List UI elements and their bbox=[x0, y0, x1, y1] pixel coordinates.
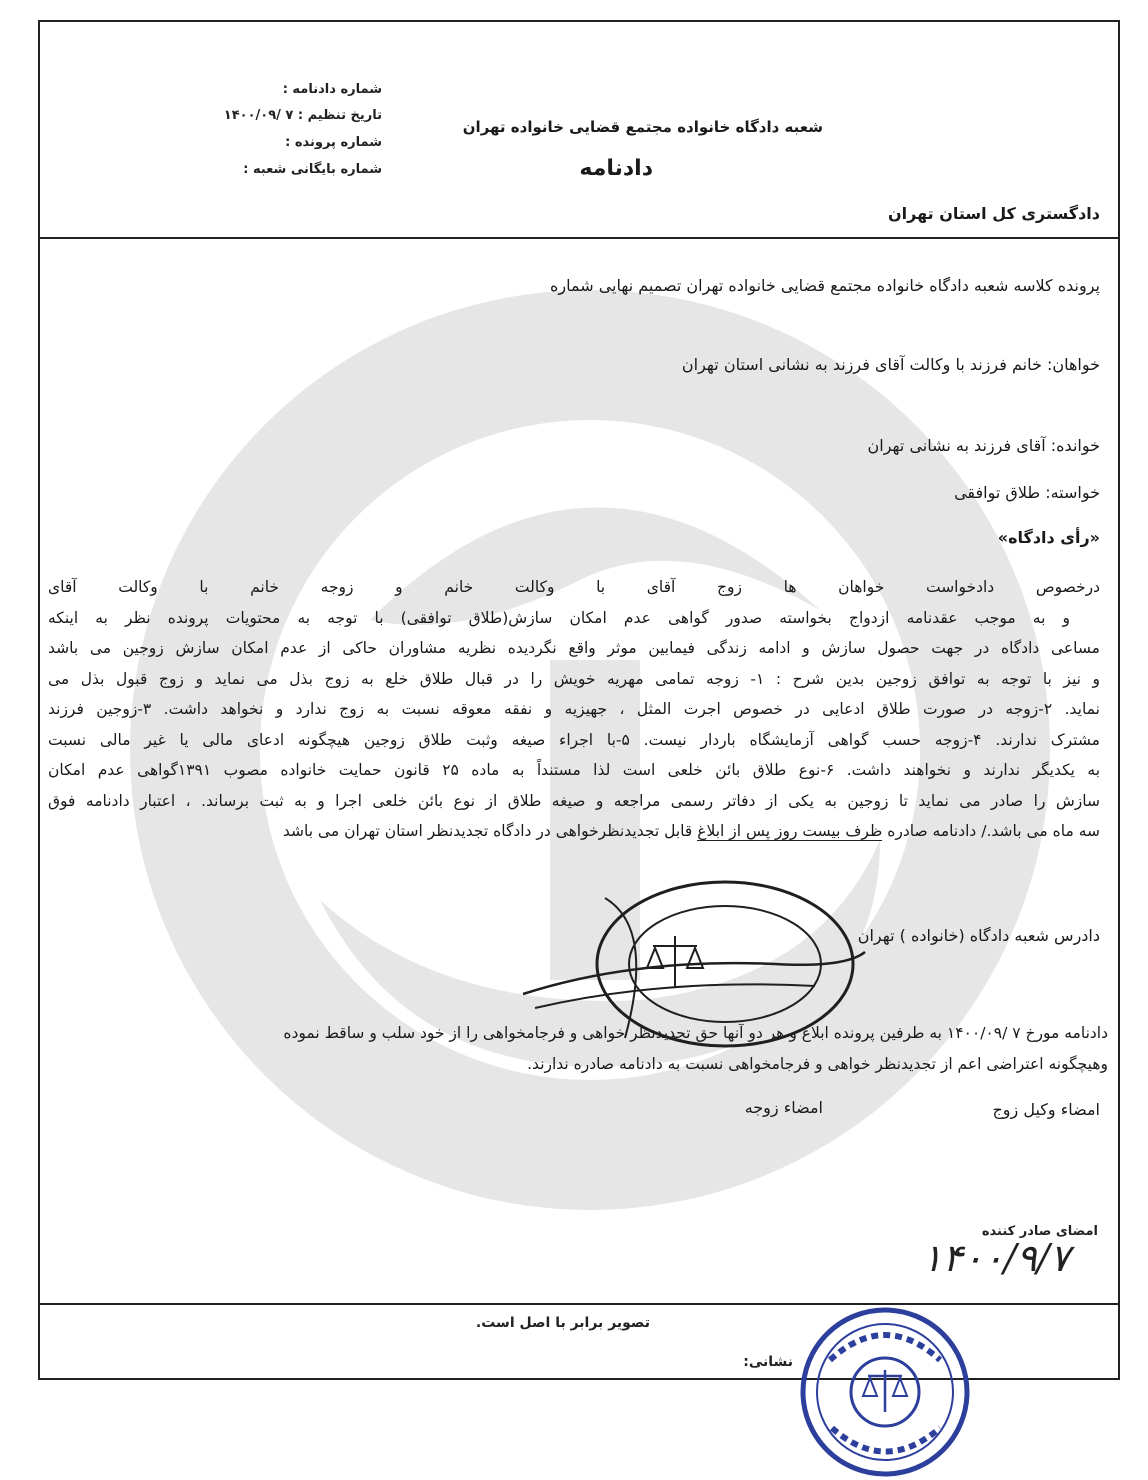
address-label: نشانی: bbox=[743, 1354, 793, 1370]
ruling-line: به یکدیگر ندارند و نخواهند داشت. ۶-نوع طلاق بائن خلعی است لذا مستنداً به ماده ۲۵ قانون حمایت خانواده مصوب ۱۳۹۱گواهی عدم امکان bbox=[48, 761, 1101, 779]
page-title: دادنامه bbox=[579, 156, 653, 181]
case-number-label: شماره پرونده : bbox=[285, 135, 382, 150]
ruling-body bbox=[48, 572, 1100, 847]
ruling-heading: «رأی دادگاه» bbox=[997, 528, 1100, 547]
finality-line: وهیچگونه اعتراضی اعم از تجدیدنظر خواهی و فرجامخواهی نسبت به دادنامه صادره ندارند. bbox=[527, 1055, 1108, 1073]
wife-signature: امضاء زوجه bbox=[744, 1098, 823, 1117]
ruling-line: مساعی دادگاه در جهت حصول سازش و ادامه زندگی فیمابین موثر واقع نگردیده نظریه مشاوران حاکی از عدم امکان سازش زوجین می باشد bbox=[48, 639, 1100, 657]
finality-line: دادنامه مورخ ۷ /۱۴۰۰/۰۹ به طرفین پرونده ابلاغ و هر دو آنها حق تجدیدنظر خواهی و فرجامخواهی را از خود سلب و ساقط نموده bbox=[283, 1024, 1108, 1042]
issue-date-label: تاریخ تنظیم : ۷ /۱۴۰۰/۰۹ bbox=[223, 108, 382, 123]
plaintiff-row: خواهان: خانم فرزند با وکالت آقای فرزند به نشانی استان تهران bbox=[681, 355, 1100, 374]
archive-number-label: شماره بایگانی شعبه : bbox=[243, 162, 382, 177]
ruling-line: و به موجب عقدنامه ازدواج بخواسته صدور گواهی عدم امکان سازش(طلاق توافقی) با توجه به محتویات پرونده نظر به اینکه bbox=[48, 608, 1070, 627]
case-row: پرونده کلاسه شعبه دادگاه خانواده مجتمع قضایی خانواده تهران تصمیم نهایی شماره bbox=[549, 276, 1100, 295]
ruling-line: درخصوص دادخواست خواهان ها زوج آقای با وکالت خانم و زوجه خانم با وکالت آقای bbox=[48, 578, 1100, 596]
header-divider bbox=[38, 237, 1120, 239]
ruling-line: و نیز با توجه به توافق زوجین بدین شرح : ۱- زوجه تمامی مهریه خویش را در قبال طلاق خلع به زوج بذل می نماید و زوج قبول بذل می bbox=[48, 669, 1100, 688]
certification-stamp-icon bbox=[790, 1300, 980, 1478]
claim-row: خواسته: طلاق توافقی bbox=[954, 483, 1100, 502]
ruling-line: نماید. ۲-زوجه در صورت طلاق ادعایی در خصوص اجرت المثل ، جهیزیه و نفقه معوقه نسبت به زوج ندارد و نخواهد داشت. ۳-زوجین فرزند bbox=[48, 700, 1100, 718]
defendant-row: خوانده: آقای فرزند به نشانی تهران bbox=[867, 436, 1100, 455]
ruling-last-after: قابل تجدیدنظرخواهی در دادگاه تجدیدنظر استان تهران می باشد bbox=[282, 822, 698, 840]
judge-line: دادرس شعبه دادگاه (خانواده ) تهران bbox=[857, 926, 1100, 945]
certified-copy-note: تصویر برابر با اصل است. bbox=[475, 1315, 650, 1331]
court-seal-icon bbox=[515, 868, 875, 1058]
ruling-last-line bbox=[48, 816, 1100, 847]
ruling-line: مشترک ندارند. ۴-زوجه حسب گواهی آزمایشگاه باردار نیست. ۵-با اجراء صیغه وثبت طلاق زوجین هیچگونه ادعای مالی یا غیر مالی نسبت bbox=[48, 730, 1100, 749]
appeal-deadline: ظرف بیست روز پس از ابلاغ bbox=[697, 822, 883, 840]
court-name: دادگستری کل استان تهران bbox=[887, 204, 1100, 223]
issuer-signature-label: امضای صادر کننده bbox=[981, 1224, 1098, 1239]
ruling-last-before: سه ماه می باشد./ دادنامه صادره bbox=[882, 822, 1100, 840]
ruling-line: سازش را صادر می نماید تا زوجین به یکی از دفاتر رسمی مراجعه و صیغه طلاق از نوع بائن خلعی اجرا و به ثبت برساند. ، اعتبار دادنامه فوق bbox=[48, 791, 1100, 810]
handwritten-date: ۱۴۰۰/۹/۷ bbox=[921, 1236, 1070, 1280]
husband-lawyer-signature: امضاء وکیل زوج bbox=[992, 1100, 1100, 1119]
branch-line: شعبه دادگاه خانواده مجتمع قضایی خانواده تهران bbox=[462, 118, 823, 136]
verdict-number-label: شماره دادنامه : bbox=[282, 82, 382, 97]
